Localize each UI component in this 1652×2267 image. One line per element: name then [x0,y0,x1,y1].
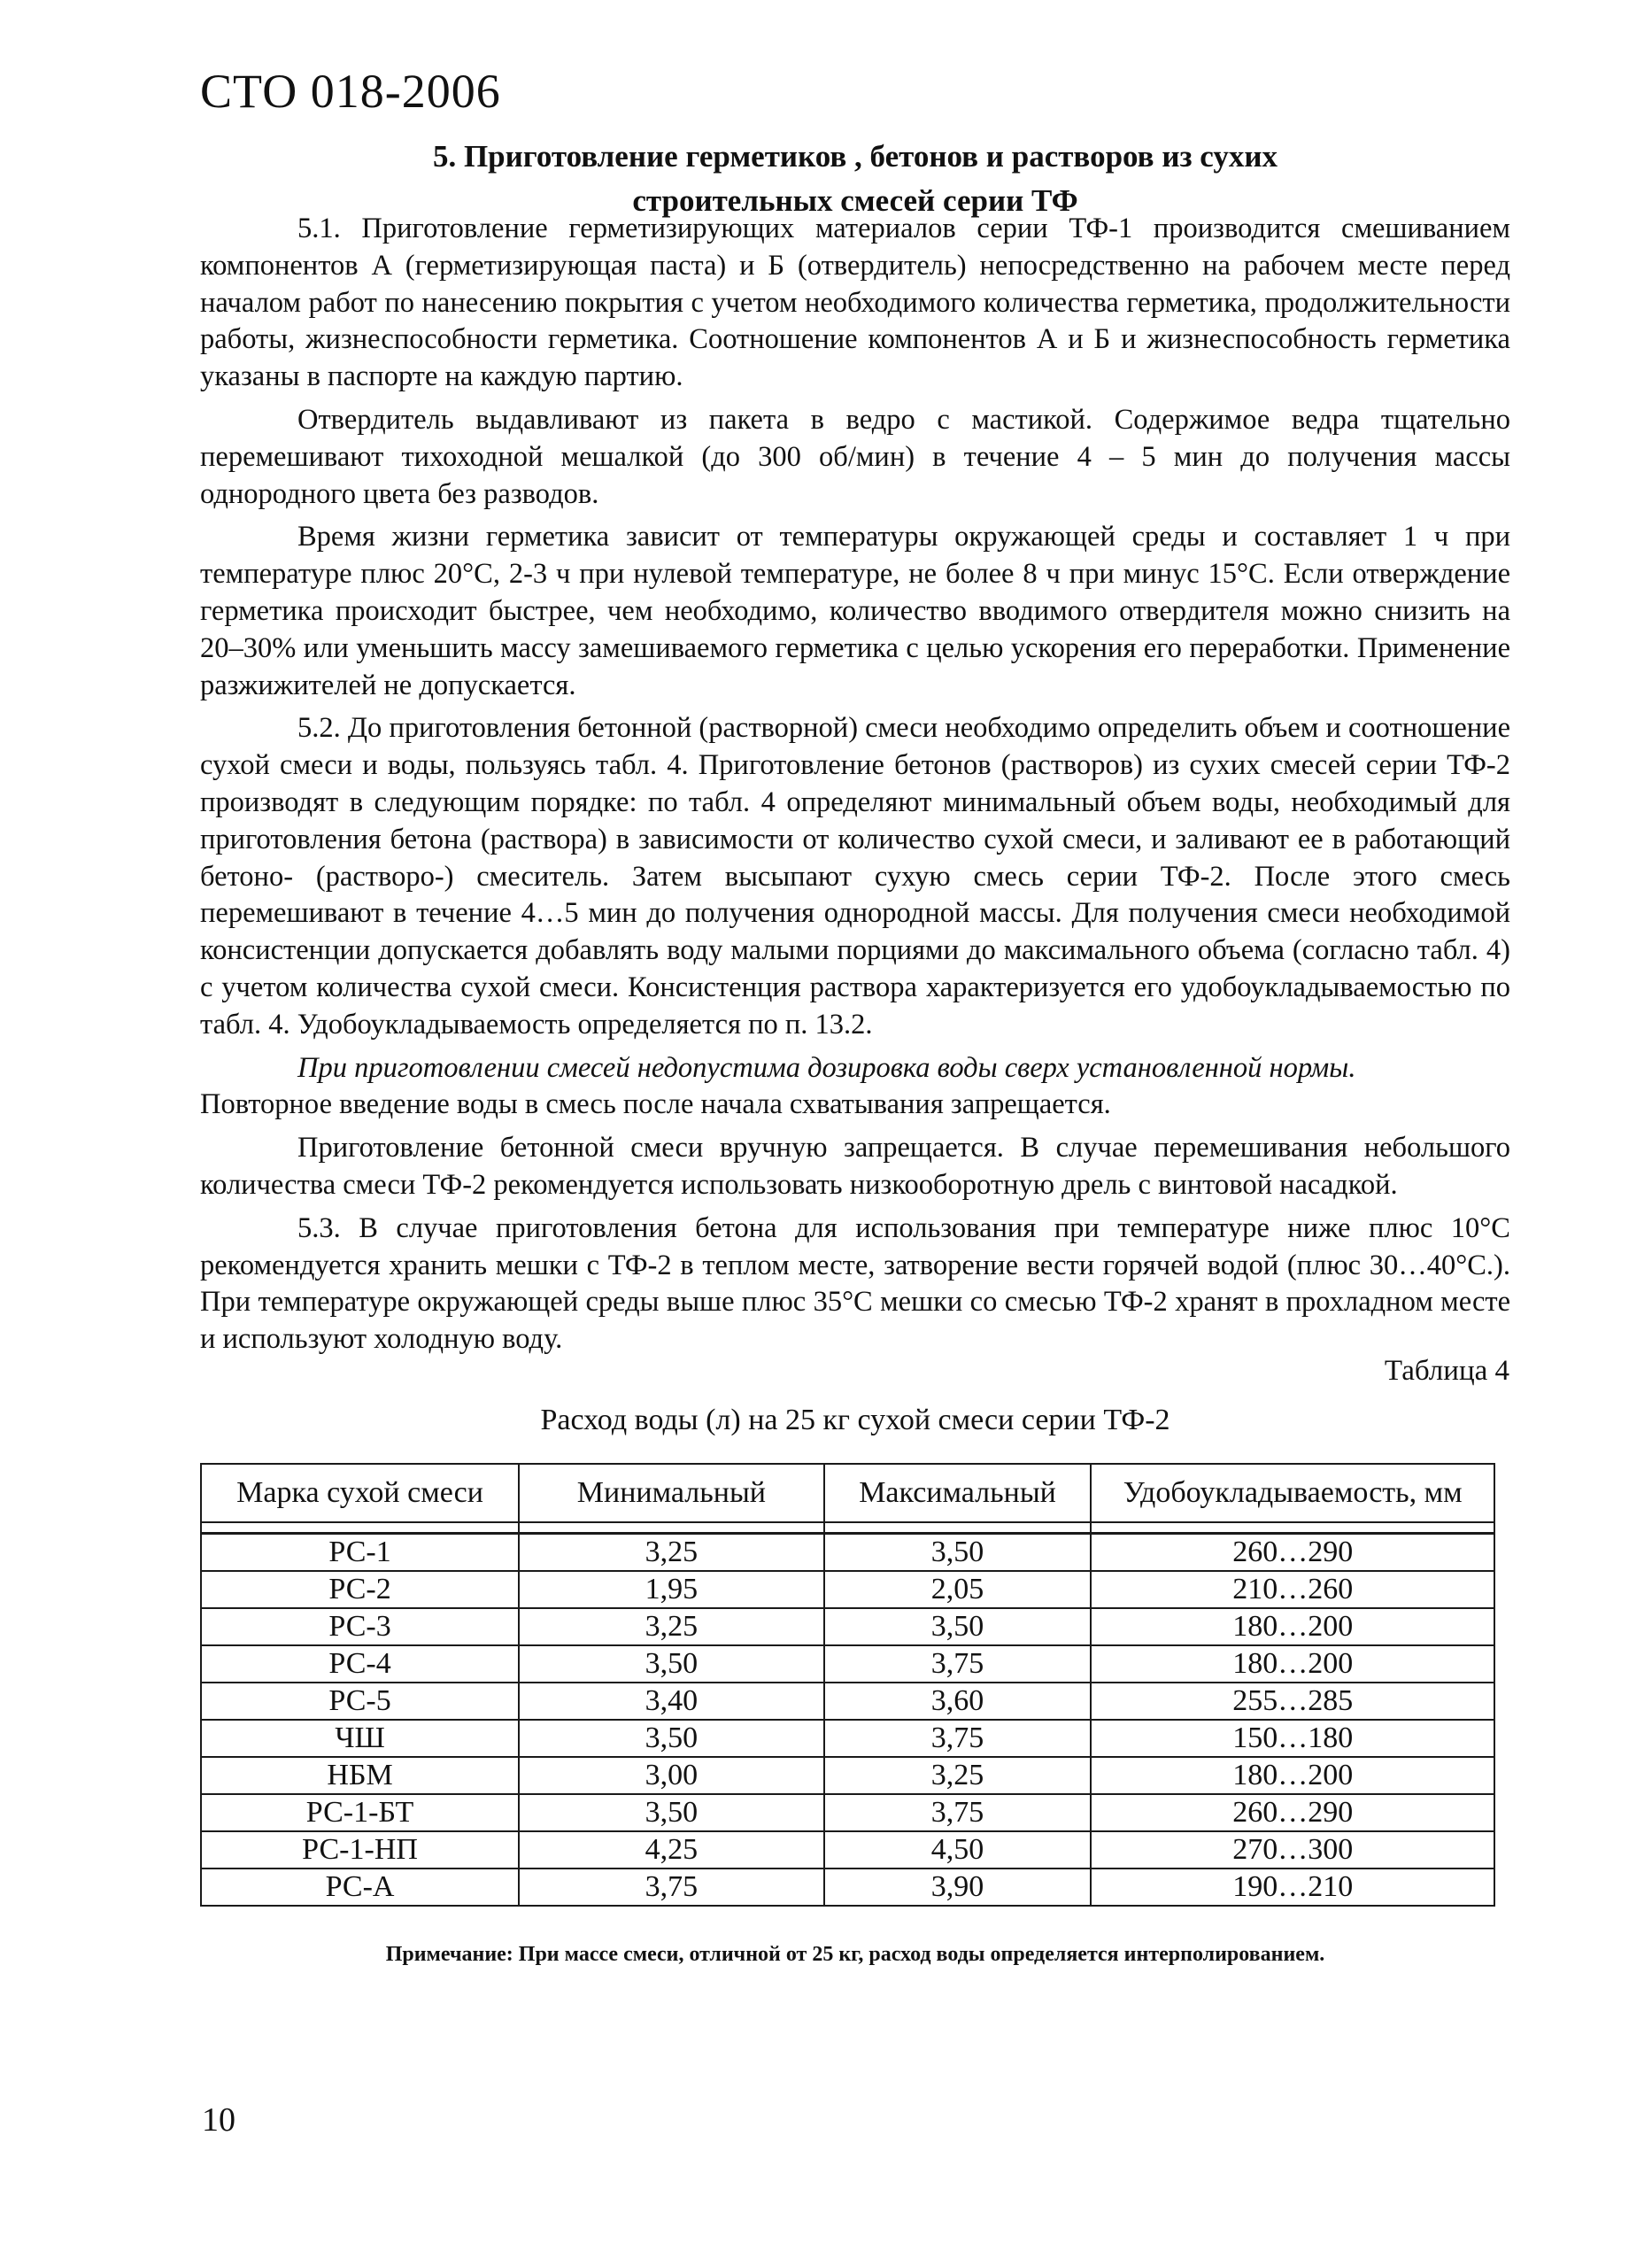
table-row: РС-А 3,75 3,90 190…210 [201,1869,1494,1906]
paragraph-repeat-water: Повторное введение воды в смесь после начала схватывания запрещается. [200,1088,1111,1121]
body-text [200,211,1510,1365]
table-note: Примечание: При массе смеси, отличной от 25 кг, расход воды определяется интерполированием. [385,1943,1325,1966]
paragraph-manual-mixing: Приготовление бетонной смеси вручную запрещается. В случае перемешивания небольшого количества смеси ТФ-2 рекомендуется использовать низкооборотную дрель с винтовой насадкой. [200,1132,1510,1201]
table-row: ЧШ 3,50 3,75 150…180 [201,1720,1494,1757]
header-workability: Удобоукладываемость, мм [1091,1464,1494,1522]
table-header-row [201,1464,1494,1522]
table-row: РС-3 3,25 3,50 180…200 [201,1608,1494,1645]
header-mix-grade: Марка сухой смеси [201,1464,519,1522]
section-title-line-2: строительных смесей серии ТФ [632,183,1078,218]
table-row: НБМ 3,00 3,25 180…200 [201,1757,1494,1794]
paragraph-hardener: Отвердитель выдавливают из пакета в ведро с мастикой. Содержимое ведра тщательно перемешивают тихоходной мешалкой (до 300 об/мин) в течение 4 – 5 мин до получения массы однородного цвета без разводов. [200,403,1510,510]
paragraph-5-2: 5.2. До приготовления бетонной (растворной) смеси необходимо определить объем и соотношение сухой смеси и воды, пользуясь табл. 4. Приготовление бетонов (растворов) из сухих смесей серии ТФ-2 производят в следующим порядке: по табл. 4 определяют минимальный объем воды, необходимый для приготовления бетона (раствора) в зависимости от количество сухой смеси, и заливают ее в работающий бетоно- (растворо-) смеситель. Затем высыпают сухую смесь серии ТФ-2. После этого смесь перемешивают в течение 4…5 мин до получения однородной массы. Для получения смеси необходимой консистенции допускается добавлять воду малыми порциями до максимального объема (согласно табл. 4) с учетом количества сухой смеси. Консистенция раствора характеризуется его удобоукладываемостью по табл. 4. Удобоукладываемость определяется по п. 13.2. [200,712,1510,1041]
table-row: РС-1-БТ 3,50 3,75 260…290 [201,1794,1494,1831]
paragraph-pot-life: Время жизни герметика зависит от температуры окружающей среды и составляет 1 ч при температуре плюс 20°С, 2-3 ч при нулевой температуре, не более 8 ч при минус 15°С. Если отверждение герметика происходит быстрее, чем необходимо, количество вводимого отвердителя можно снизить на 20–30% или уменьшить массу замешиваемого герметика с целью ускорения его переработки. Применение разжижителей не допускается. [200,521,1510,701]
table-separator-row [201,1522,1494,1534]
table-number: Таблица 4 [1384,1355,1509,1387]
section-title-line-1: 5. Приготовление герметиков , бетонов и растворов из сухих [432,139,1278,174]
section-title [200,135,1510,223]
paragraph-water-dosage: При приготовлении смесей недопустима дозировка воды сверх установленной нормы. [297,1051,1356,1084]
table-row: РС-1-НП 4,25 4,50 270…300 [201,1831,1494,1869]
paragraph-5-3: 5.3. В случае приготовления бетона для использования при температуре ниже плюс 10°С рекомендуется хранить мешки с ТФ-2 в теплом месте, затворение вести горячей водой (плюс 30…40°С.). При температуре окружающей среды выше плюс 35°С мешки со смесью ТФ-2 хранят в прохладном месте и используют холодную воду. [200,1211,1510,1356]
water-consumption-table [200,1463,1495,1907]
header-maximum: Максимальный [824,1464,1092,1522]
header-minimum: Минимальный [519,1464,824,1522]
table-row: РС-4 3,50 3,75 180…200 [201,1645,1494,1683]
paragraph-5-1: 5.1. Приготовление герметизирующих материалов серии ТФ-1 производится смешиванием компонентов А (герметизирующая паста) и Б (отвердитель) непосредственно на рабочем месте перед началом работ по нанесению покрытия с учетом необходимого количества герметика, продолжительности работы, жизнеспособности герметика. Соотношение компонентов А и Б и жизнеспособность герметика указаны в паспорте на каждую партию. [200,213,1510,393]
table-caption: Расход воды (л) на 25 кг сухой смеси серии ТФ-2 [540,1404,1170,1436]
table-row: РС-1 3,25 3,50 260…290 [201,1534,1494,1572]
page-number: 10 [202,2101,235,2139]
document-code: СТО 018-2006 [200,65,501,118]
table-row: РС-2 1,95 2,05 210…260 [201,1571,1494,1608]
table-row: РС-5 3,40 3,60 255…285 [201,1683,1494,1720]
